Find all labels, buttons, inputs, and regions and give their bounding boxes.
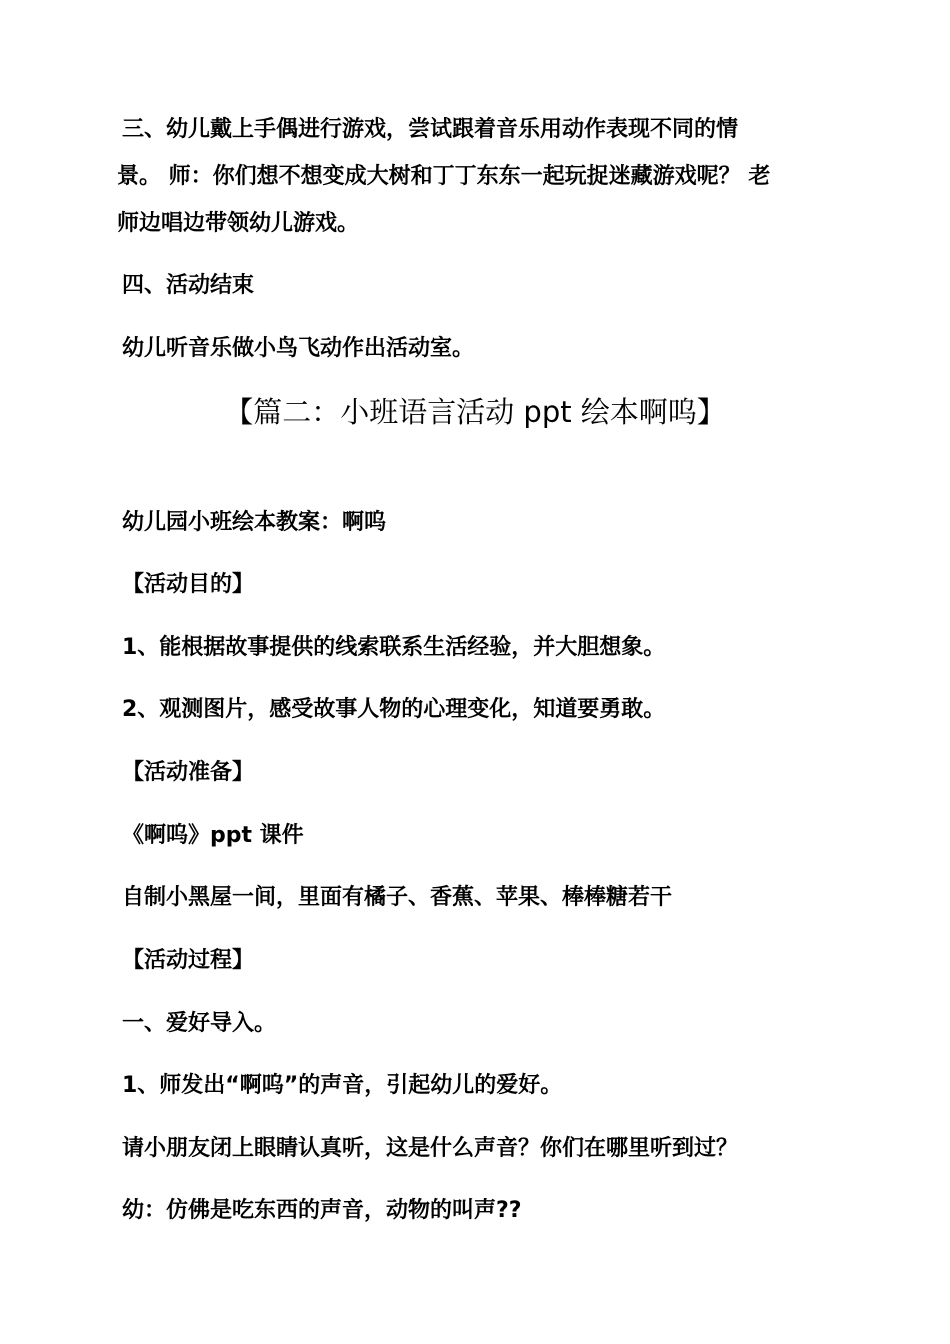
paragraph-line: 景。 师：你们想不想变成大树和丁丁东东一起玩捉迷藏游戏呢？ 老 — [117, 164, 771, 189]
paragraph-line: 请小朋友闭上眼睛认真听，这是什么声音？你们在哪里听到过？ — [122, 1136, 739, 1161]
section-heading: 【活动准备】 — [122, 760, 255, 785]
paragraph-line: 师边唱边带领幼儿游戏。 — [117, 211, 360, 236]
section-heading: 【活动目的】 — [122, 572, 255, 597]
paragraph-line: 三、幼儿戴上手偶进行游戏，尝试跟着音乐用动作表现不同的情 — [122, 117, 739, 142]
paragraph-line: 幼：仿佛是吃东西的声音，动物的叫声?? — [122, 1198, 522, 1223]
chapter-title: 【篇二：小班语言活动 ppt 绘本啊呜】 — [224, 395, 726, 429]
lesson-title: 幼儿园小班绘本教案：啊呜 — [122, 510, 387, 535]
list-item: 《啊呜》ppt 课件 — [122, 823, 304, 848]
list-item: 1、能根据故事提供的线索联系生活经验，并大胆想象。 — [122, 635, 666, 660]
section-heading: 【活动过程】 — [122, 948, 255, 973]
list-item: 1、师发出“啊呜”的声音，引起幼儿的爱好。 — [122, 1073, 563, 1098]
section-heading: 四、活动结束 — [122, 273, 255, 298]
section-heading: 一、爱好导入。 — [122, 1011, 277, 1036]
list-item: 2、观测图片，感受故事人物的心理变化，知道要勇敢。 — [122, 697, 666, 722]
paragraph-line: 幼儿听音乐做小鸟飞动作出活动室。 — [122, 336, 475, 361]
list-item: 自制小黑屋一间，里面有橘子、香蕉、苹果、棒棒糖若干 — [122, 885, 673, 910]
